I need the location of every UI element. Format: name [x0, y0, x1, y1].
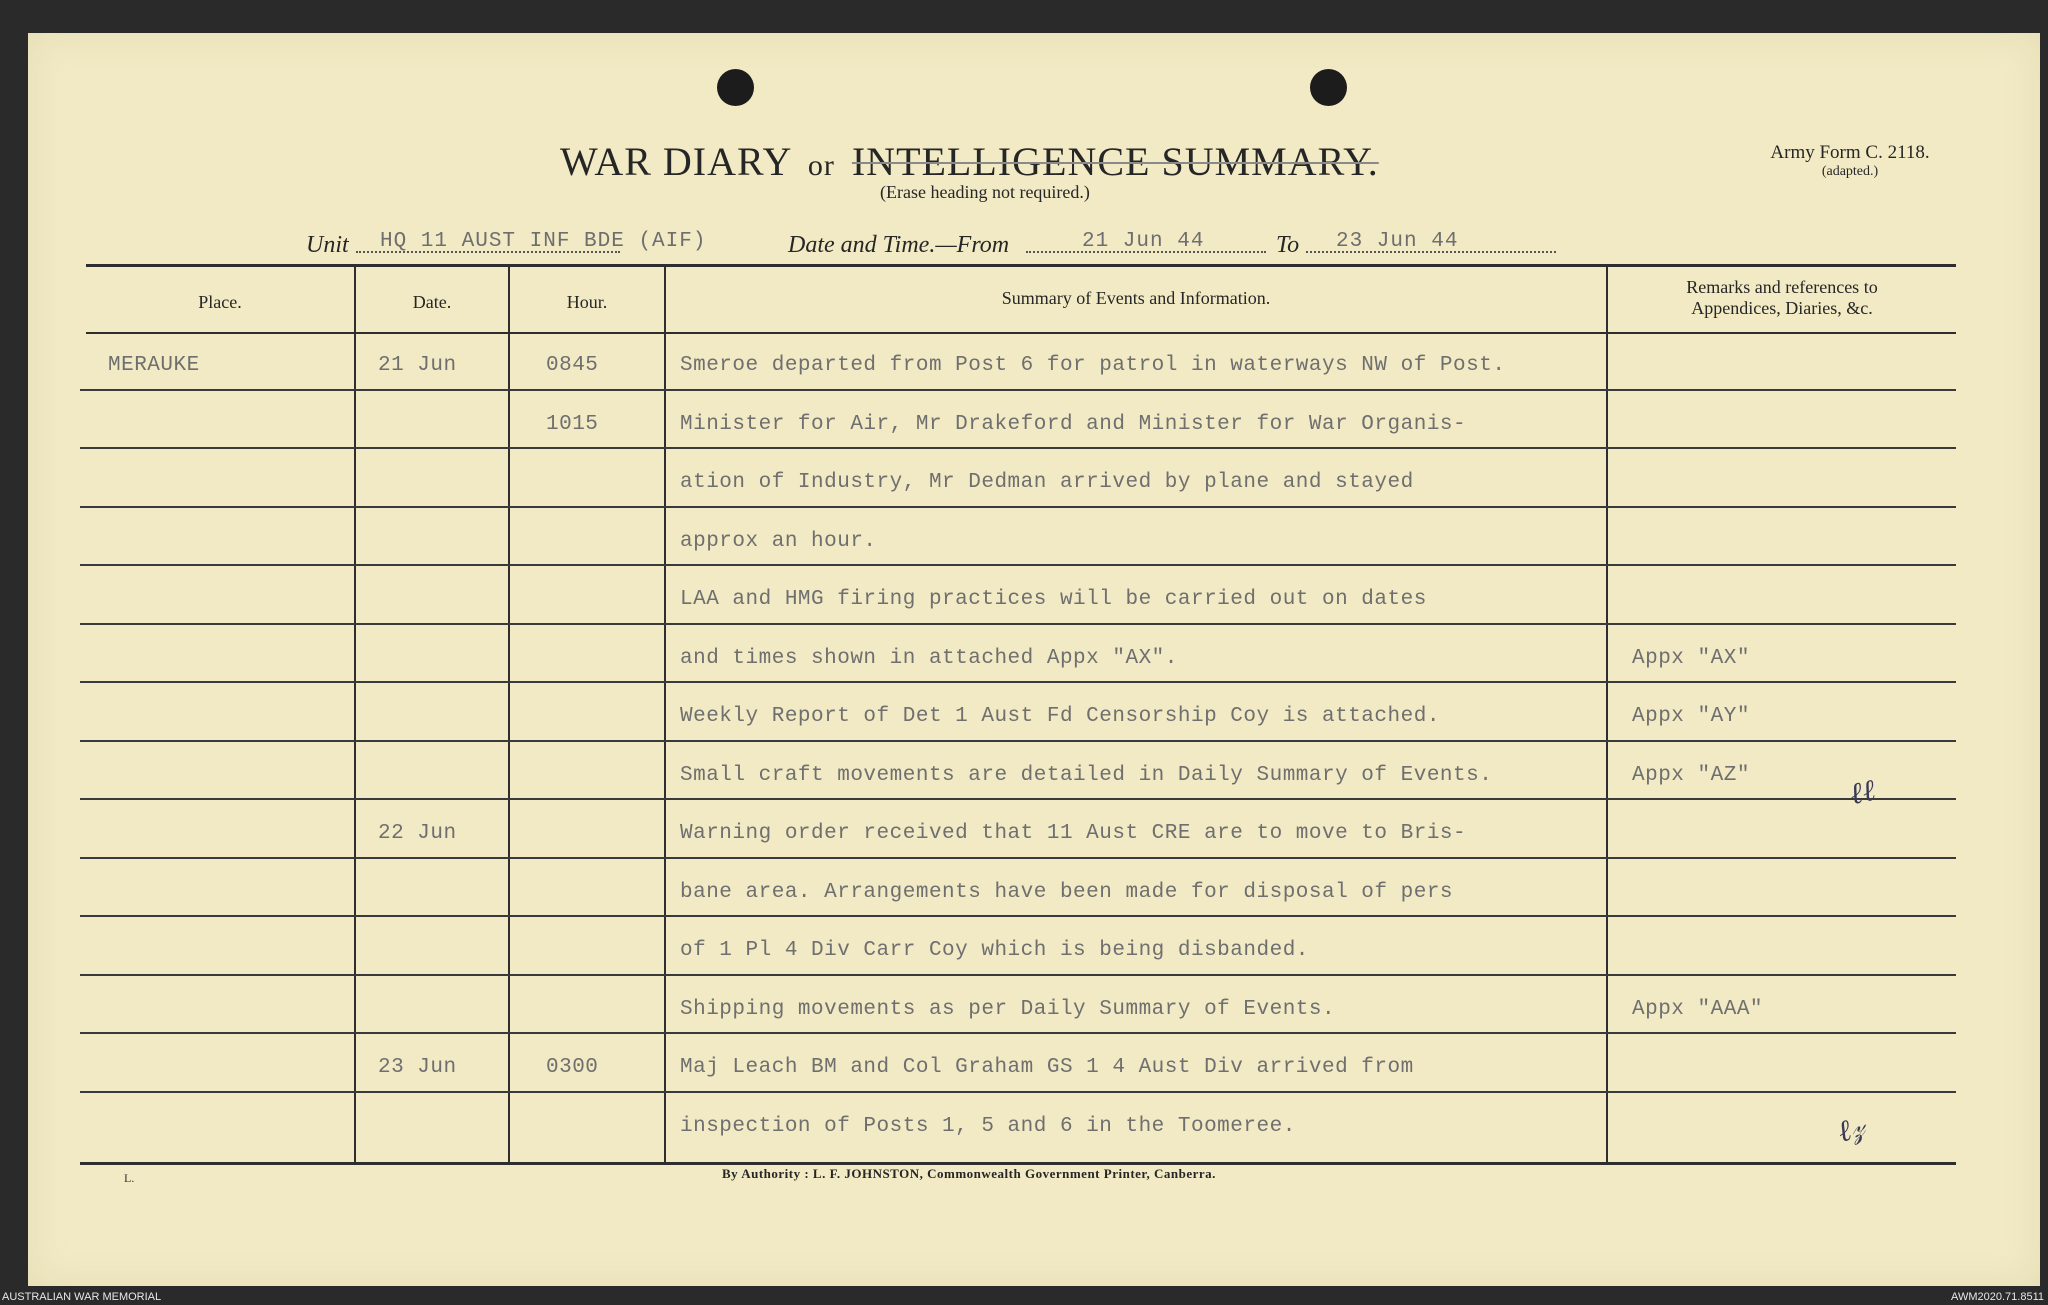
- table-row: [86, 742, 1956, 801]
- archive-name: AUSTRALIAN WAR MEMORIAL: [2, 1291, 162, 1303]
- date-from-value: 21 Jun 44: [1082, 230, 1205, 253]
- form-number-block: [1760, 142, 1940, 180]
- punch-hole-left: [717, 69, 754, 106]
- entry-summary: LAA and HMG firing practices will be carried out on dates: [680, 588, 1427, 611]
- form-number: Army Form C. 2118.: [1770, 142, 1930, 163]
- header-remarks-line2: Appendices, Diaries, &c.: [1691, 298, 1873, 318]
- table-row: [86, 449, 1956, 508]
- form-title: [560, 138, 1460, 185]
- table-row: [86, 800, 1956, 859]
- table-row: [86, 976, 1956, 1035]
- table-row: [86, 859, 1956, 918]
- title-struck: INTELLIGENCE SUMMARY.: [851, 139, 1379, 184]
- entry-summary: Warning order received that 11 Aust CRE are to move to Bris-: [680, 822, 1467, 845]
- archive-strip: [0, 1290, 2048, 1305]
- punch-hole-right: [1310, 69, 1347, 106]
- table-row: [86, 566, 1956, 625]
- unit-value: HQ 11 AUST INF BDE (AIF): [380, 230, 707, 253]
- header-hour: Hour.: [566, 292, 608, 312]
- entry-hour: 1015: [546, 412, 599, 436]
- table-row: [86, 508, 1956, 567]
- entry-remarks: Appx "AAA": [1632, 997, 1764, 1021]
- entry-summary: Shipping movements as per Daily Summary of Events.: [680, 997, 1336, 1021]
- signature-initials-1: ℓℓ: [1846, 772, 1879, 813]
- entry-summary: bane area. Arrangements have been made for disposal of pers: [680, 880, 1454, 904]
- title-or: or: [807, 149, 835, 182]
- entry-date: 21 Jun: [378, 354, 457, 377]
- table-row: [86, 332, 1956, 391]
- entry-date: 23 Jun: [378, 1056, 457, 1079]
- printer-credit: By Authority : L. F. JOHNSTON, Commonwealth Government Printer, Canberra.: [722, 1166, 1216, 1181]
- entry-summary: Weekly Report of Det 1 Aust Fd Censorship Coy is attached.: [680, 705, 1440, 728]
- entry-summary: Small craft movements are detailed in Daily Summary of Events.: [680, 763, 1493, 787]
- entry-hour: 0845: [546, 354, 599, 377]
- entry-date: 22 Jun: [378, 822, 457, 845]
- footer-mark: L.: [124, 1171, 135, 1185]
- erase-note: (Erase heading not required.): [880, 182, 1090, 202]
- entry-remarks: Appx "AZ": [1632, 763, 1750, 787]
- diary-table: [86, 262, 1956, 1162]
- table-row: [86, 683, 1956, 742]
- archive-reference: AWM2020.71.8511: [1951, 1291, 2044, 1303]
- date-from-label: Date and Time.—From: [788, 232, 1010, 258]
- table-row: [86, 391, 1956, 450]
- entry-remarks: Appx "AY": [1632, 705, 1750, 728]
- entry-summary: ation of Industry, Mr Dedman arrived by plane and stayed: [680, 471, 1414, 494]
- header-remarks: [1608, 277, 1956, 319]
- entry-summary: approx an hour.: [680, 529, 877, 553]
- entry-remarks: Appx "AX": [1632, 646, 1750, 670]
- header-date: Date.: [412, 292, 452, 312]
- form-adapted: (adapted.): [1821, 164, 1879, 179]
- entry-hour: 0300: [546, 1056, 599, 1079]
- header-summary: Summary of Events and Information.: [1001, 288, 1271, 308]
- entry-summary: Maj Leach BM and Col Graham GS 1 4 Aust Div arrived from: [680, 1056, 1414, 1079]
- table-row: [86, 625, 1956, 684]
- table-row: [86, 1034, 1956, 1093]
- table-row: [86, 917, 1956, 976]
- date-to-label: To: [1276, 232, 1300, 258]
- entry-summary: Minister for Air, Mr Drakeford and Minister for War Organis-: [680, 412, 1467, 436]
- unit-date-line: [306, 230, 1556, 264]
- entry-summary: of 1 Pl 4 Div Carr Coy which is being disbanded.: [680, 939, 1309, 962]
- header-place: Place.: [198, 292, 242, 312]
- unit-label: Unit: [306, 232, 349, 258]
- table-row: [86, 1093, 1956, 1152]
- entry-summary: Smeroe departed from Post 6 for patrol in waterways NW of Post.: [680, 354, 1506, 377]
- header-remarks-line1: Remarks and references to: [1686, 277, 1878, 297]
- table-top-rule: [86, 264, 1956, 267]
- entry-place: MERAUKE: [108, 354, 200, 377]
- signature-initials-2: ℓ𝓏: [1833, 1109, 1869, 1150]
- table-bottom-rule: [80, 1162, 1956, 1165]
- entry-summary: and times shown in attached Appx "AX".: [680, 646, 1178, 670]
- entry-summary: inspection of Posts 1, 5 and 6 in the Toomeree.: [680, 1114, 1296, 1138]
- date-to-value: 23 Jun 44: [1336, 230, 1459, 253]
- title-main: WAR DIARY: [560, 139, 791, 184]
